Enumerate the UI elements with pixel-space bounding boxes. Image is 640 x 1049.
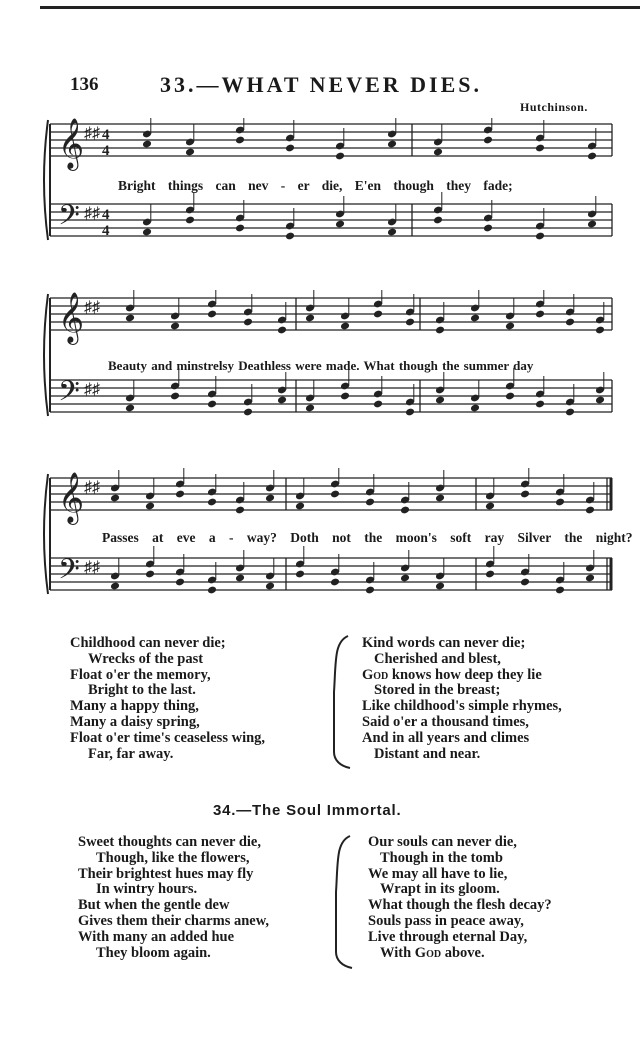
verse-line: Kind words can never die; [362, 635, 526, 651]
verse-line: Float o'er the memory, [70, 666, 211, 683]
note-head [535, 400, 545, 409]
note-head [265, 582, 275, 591]
system-brace [44, 120, 48, 240]
note-head [485, 502, 495, 511]
hymn33-stanza-right [362, 636, 562, 762]
note-head [595, 396, 605, 405]
note-head [387, 140, 397, 149]
verse-line: Like childhood's simple rhymes, [362, 698, 562, 715]
verse-line: Our souls can never die, [368, 834, 517, 850]
note-head [243, 318, 253, 327]
verse-line: What though the flesh decay? [368, 897, 552, 914]
note-head [505, 322, 515, 331]
time-signature: 4 [102, 223, 110, 239]
note-head [365, 498, 375, 507]
note-head [175, 490, 185, 499]
note-head [535, 232, 545, 241]
hymn34-title: 34.—The Soul Immortal. [213, 802, 402, 819]
bass-clef: 𝄢 [58, 199, 80, 239]
note-head [470, 314, 480, 323]
note-head [145, 570, 155, 579]
note-head [565, 318, 575, 327]
note-head [470, 404, 480, 413]
treble-clef: 𝄞 [58, 292, 85, 343]
note-head [483, 136, 493, 145]
note-head [585, 506, 595, 515]
bass-clef: 𝄢 [58, 553, 80, 593]
time-signature: 4 [102, 127, 110, 143]
verse-line: In wintry hours. [96, 881, 198, 898]
music-system-1 [0, 118, 640, 273]
hymn33-stanza-left [70, 636, 265, 762]
verse-line [362, 668, 562, 684]
note-head [485, 570, 495, 579]
note-head [185, 216, 195, 225]
bass-clef: 𝄢 [58, 375, 80, 415]
verse-line-text: knows how deep they lie [391, 666, 542, 683]
note-head [535, 310, 545, 319]
stanza-brace-2 [328, 832, 358, 972]
note-head [235, 136, 245, 145]
verse-line: And in all years and climes [362, 729, 530, 746]
note-head [405, 408, 415, 417]
music-lyric-line-1: Bright things can nev - er die, E'en though they fade; [118, 178, 513, 193]
note-head [483, 224, 493, 233]
note-head [330, 490, 340, 499]
note-head [535, 144, 545, 153]
note-head [555, 586, 565, 595]
divine-name: God [414, 944, 442, 961]
note-head [142, 140, 152, 149]
note-head [235, 574, 245, 583]
note-head [435, 396, 445, 405]
divine-name: God [362, 666, 389, 683]
note-head [435, 326, 445, 335]
stanza-brace-1 [326, 632, 356, 772]
note-head [285, 232, 295, 241]
note-head [587, 220, 597, 229]
treble-clef: 𝄞 [58, 472, 85, 523]
key-signature: ♯♯ [84, 479, 100, 496]
verse-line-text: With [380, 944, 415, 961]
top-rule [40, 6, 640, 9]
verse-line: Childhood can never die; [70, 635, 226, 651]
verse-line: Sweet thoughts can never die, [78, 834, 261, 850]
system-brace [44, 294, 48, 416]
note-head [207, 400, 217, 409]
note-head [285, 144, 295, 153]
note-head [340, 322, 350, 331]
note-head [185, 148, 195, 157]
note-head [110, 494, 120, 503]
verse-line: Said o'er a thousand times, [362, 713, 529, 730]
key-signature: ♯♯ [84, 125, 100, 142]
note-head [505, 392, 515, 401]
note-head [373, 400, 383, 409]
key-signature: ♯♯ [84, 205, 100, 222]
verse-line: Gives them their charms anew, [78, 912, 270, 929]
verse-line: Float o'er time's ceaseless wing, [70, 729, 266, 746]
verse-line: But when the gentle dew [78, 897, 230, 914]
note-head [433, 148, 443, 157]
note-head [125, 314, 135, 323]
time-signature: 4 [102, 143, 110, 159]
note-head [243, 408, 253, 417]
verse-line: Though, like the flowers, [96, 849, 250, 866]
verse-line: Live through eternal Day, [368, 928, 528, 945]
verse-line: Many a happy thing, [70, 698, 199, 715]
note-head [265, 494, 275, 503]
key-signature: ♯♯ [84, 381, 100, 398]
system-brace [44, 474, 48, 594]
note-head [145, 502, 155, 511]
note-head [335, 220, 345, 229]
verse-line: Far, far away. [88, 745, 174, 762]
note-head [207, 586, 217, 595]
note-head [373, 310, 383, 319]
note-head [330, 578, 340, 587]
verse-line: Cherished and blest, [374, 650, 501, 667]
note-head [277, 326, 287, 335]
note-head [595, 326, 605, 335]
key-signature: ♯♯ [84, 559, 100, 576]
note-head [295, 570, 305, 579]
note-head [585, 574, 595, 583]
verse-line: Wrapt in its gloom. [380, 881, 500, 898]
hymn34-stanza-left [78, 835, 269, 961]
note-head [405, 318, 415, 327]
note-head [520, 490, 530, 499]
verse-line: Bright to the last. [88, 682, 196, 699]
note-head [365, 586, 375, 595]
music-staff-1 [0, 118, 640, 273]
note-head [110, 582, 120, 591]
note-head [387, 228, 397, 237]
note-head [340, 392, 350, 401]
verse-line [368, 946, 552, 962]
note-head [435, 494, 445, 503]
note-head [565, 408, 575, 417]
note-head [435, 582, 445, 591]
note-head [305, 404, 315, 413]
music-lyric-line-3: Passes at eve a - way? Doth not the moon's soft ray Silver the night? [102, 530, 633, 545]
note-head [520, 578, 530, 587]
page-number: 136 [70, 74, 99, 95]
verse-line: Distant and near. [374, 745, 481, 762]
treble-clef: 𝄞 [58, 118, 85, 169]
time-signature: 4 [102, 207, 110, 223]
verse-line: Many a daisy spring, [70, 713, 200, 730]
note-head [305, 314, 315, 323]
note-head [335, 152, 345, 161]
verse-line: With many an added hue [78, 928, 235, 945]
verse-line: Stored in the breast; [374, 682, 501, 699]
note-head [587, 152, 597, 161]
note-head [555, 498, 565, 507]
note-head [235, 506, 245, 515]
verse-line-text: above. [441, 944, 485, 961]
verse-line: Wrecks of the past [88, 650, 204, 667]
note-head [125, 404, 135, 413]
note-head [235, 224, 245, 233]
hymn34-stanza-right [368, 835, 552, 961]
note-head [207, 310, 217, 319]
key-signature: ♯♯ [84, 299, 100, 316]
composer: Hutchinson. [520, 100, 588, 114]
note-head [175, 578, 185, 587]
note-head [400, 506, 410, 515]
verse-line: Their brightest hues may fly [78, 865, 254, 882]
note-head [207, 498, 217, 507]
note-head [433, 216, 443, 225]
music-lyric-line-2: Beauty and minstrelsy Deathless were made. What though the summer day [108, 358, 534, 373]
note-head [295, 502, 305, 511]
note-head [142, 228, 152, 237]
verse-line: We may all have to lie, [368, 865, 508, 882]
note-head [277, 396, 287, 405]
note-head [170, 392, 180, 401]
note-head [170, 322, 180, 331]
hymn-title: 33.—WHAT NEVER DIES. [160, 72, 483, 97]
verse-line: They bloom again. [96, 944, 211, 961]
note-head [400, 574, 410, 583]
verse-line: Souls pass in peace away, [368, 912, 524, 929]
verse-line: Though in the tomb [380, 849, 503, 866]
